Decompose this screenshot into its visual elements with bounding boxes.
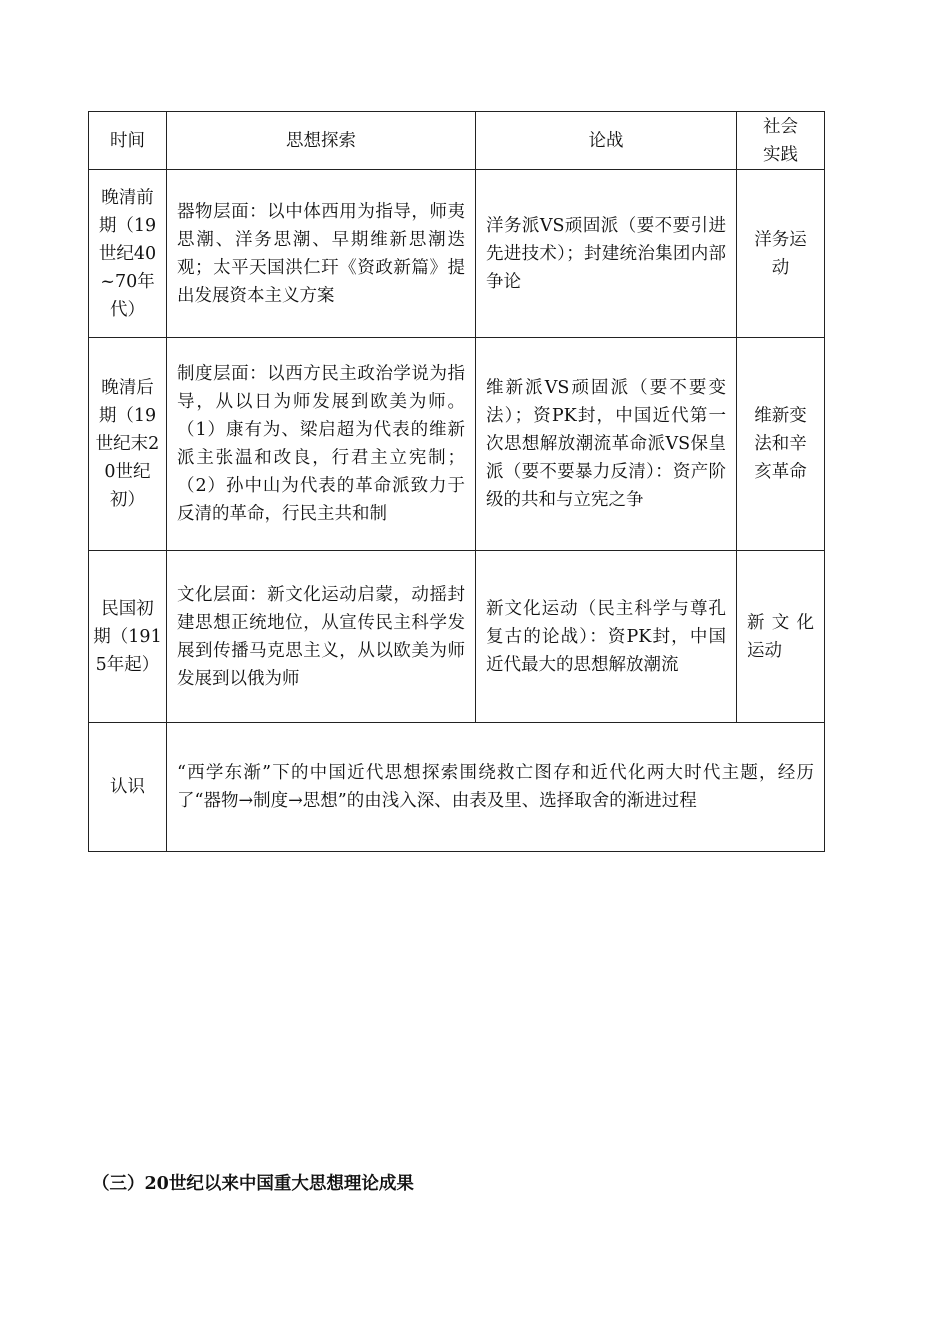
- cell-debate: 维新派VS顽固派（要不要变法）；资PK封，中国近代第一次思想解放潮流革命派VS保皇派（要不要暴力反清）：资产阶级的共和与立宪之争: [476, 338, 737, 551]
- cell-time: 晚清前期（19世纪40~70年代）: [89, 170, 167, 338]
- table-summary-row: [89, 723, 825, 852]
- cell-practice: 洋务运动: [737, 170, 825, 338]
- section-heading: （三）20世纪以来中国重大思想理论成果: [92, 1174, 414, 1194]
- cell-practice: 维新变法和辛亥革命: [737, 338, 825, 551]
- table-row: [89, 170, 825, 338]
- cell-debate: 新文化运动（民主科学与尊孔复古的论战）：资PK封，中国近代最大的思想解放潮流: [476, 551, 737, 723]
- header-thought: 思想探索: [167, 112, 476, 170]
- cell-practice: 新文化运动: [737, 551, 825, 723]
- header-debate: 论战: [476, 112, 737, 170]
- cell-time: 民国初期（1915年起）: [89, 551, 167, 723]
- cell-thought: 制度层面：以西方民主政治学说为指导，从以日为师发展到欧美为师。（1）康有为、梁启超为代表的维新派主张温和改良，行君主立宪制；（2）孙中山为代表的革命派致力于反清的革命，行民主共和制: [167, 338, 476, 551]
- cell-debate: 洋务派VS顽固派（要不要引进先进技术）；封建统治集团内部争论: [476, 170, 737, 338]
- cell-thought: 器物层面：以中体西用为指导，师夷思潮、洋务思潮、早期维新思潮迭观；太平天国洪仁玕《资政新篇》提出发展资本主义方案: [167, 170, 476, 338]
- thought-exploration-table: [88, 111, 825, 852]
- summary-text: “西学东渐”下的中国近代思想探索围绕救亡图存和近代化两大时代主题，经历了“器物→制度→思想”的由浅入深、由表及里、选择取舍的渐进过程: [167, 723, 825, 852]
- header-practice: 社会实践: [737, 112, 825, 170]
- cell-time: 晚清后期（19世纪末20世纪初）: [89, 338, 167, 551]
- summary-label: 认识: [89, 723, 167, 852]
- cell-thought: 文化层面：新文化运动启蒙，动摇封建思想正统地位，从宣传民主科学发展到传播马克思主义，从以欧美为师发展到以俄为师: [167, 551, 476, 723]
- table-row: [89, 551, 825, 723]
- table-header-row: [89, 112, 825, 170]
- table-row: [89, 338, 825, 551]
- header-time: 时间: [89, 112, 167, 170]
